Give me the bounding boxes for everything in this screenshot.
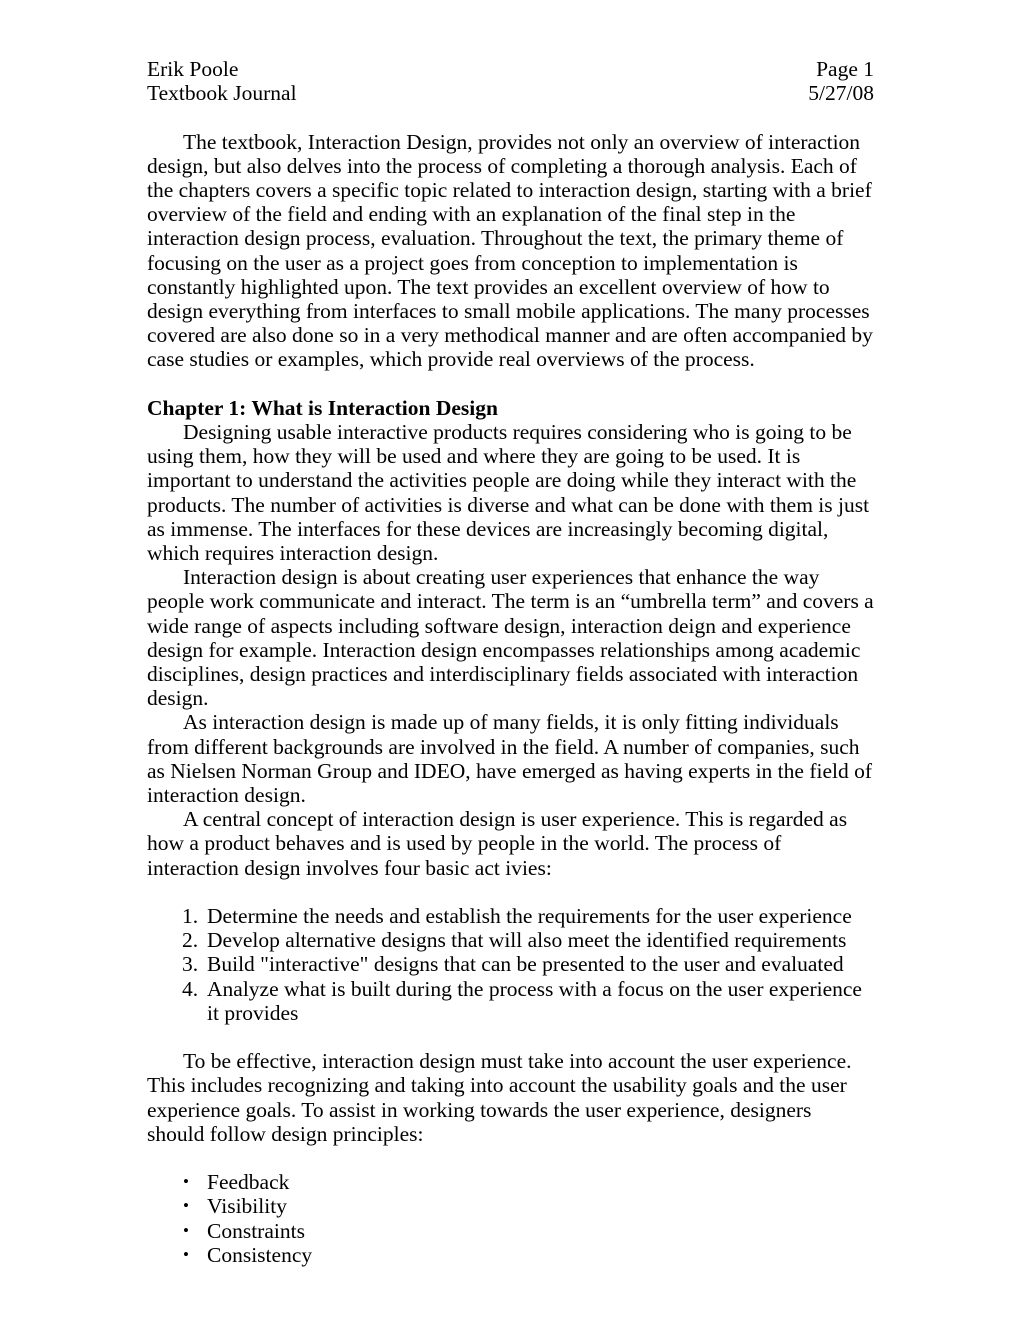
list-item — [147, 952, 874, 976]
spacer-after-header — [147, 105, 874, 129]
list-item — [147, 1243, 874, 1267]
spacer-before-closing-paragraph — [147, 1025, 874, 1049]
header-date: 5/27/08 — [808, 81, 874, 106]
chapter-heading: Chapter 1: What is Interaction Design — [147, 395, 498, 420]
bullet-icon: • — [183, 1172, 189, 1192]
closing-paragraph: To be effective, interaction design must take into account the user experience. This includes recognizing and taking into account the usability goals and the user experience goals. To assist in working towards the user experience, designers should follow design principles: — [147, 1049, 852, 1146]
header-page-number: Page 1 — [816, 57, 874, 81]
bullet-icon: • — [183, 1196, 189, 1216]
list-item — [147, 977, 874, 1025]
list-item-text: Analyze what is built during the process with a focus on the user experience it provides — [207, 976, 862, 1025]
list-item-text: Constraints — [207, 1218, 305, 1243]
spacer-before-bullet-list — [147, 1146, 874, 1170]
list-item-text: Determine the needs and establish the requirements for the user experience — [207, 904, 852, 929]
bullet-icon: • — [183, 1244, 189, 1264]
list-item-text: Develop alternative designs that will also meet the identified requirements — [207, 928, 847, 953]
bullet-icon: • — [183, 1220, 189, 1240]
header-document-title: Textbook Journal — [147, 81, 297, 106]
intro-paragraph: The textbook, Interaction Design, provides not only an overview of interaction design, but also delves into the process of completing a thorough analysis. Each of the chapters covers a specific topic related to interaction design, starting with a brief overview of the field and ending with an explanation of the final step in the interaction design process, evaluation. Throughout the text, the primary theme of focusing on the user as a project goes from conception to implementation is constantly highlighted upon. The text provides an excellent overview of how to design everything from interfaces to small mobile applications. The many processes covered are also done so in a very methodical manner and are often accompanied by case studies or examples, which provide real overviews of the process. — [147, 129, 873, 372]
page-content — [147, 57, 874, 1267]
paragraph-designing-usable-products: Designing usable interactive products requires considering who is going to be using them, how they will be used and where they are going to be used. It is important to understand the activities people are doing while they interact with the products. The number of activities is diverse and what can be done with them is just as immense. The interfaces for these devices are increasingly becoming digital, which requires interaction design. — [147, 420, 870, 566]
spacer-before-numbered-list — [147, 880, 874, 904]
list-marker: 1. — [182, 904, 199, 929]
list-item — [147, 1194, 874, 1218]
list-marker: 4. — [182, 976, 199, 1001]
list-item — [147, 928, 874, 952]
list-item-text: Visibility — [207, 1194, 287, 1219]
header-row-author — [147, 57, 874, 81]
document-body — [147, 130, 874, 1267]
header-author: Erik Poole — [147, 57, 239, 81]
paragraph-user-experience: A central concept of interaction design is user experience. This is regarded as how a product behaves and is used by people in the world. The process of interaction design involves four basic act ivies: — [147, 807, 848, 880]
header-row-title — [147, 81, 874, 105]
paragraph-interaction-design-definition: Interaction design is about creating user experiences that enhance the way people work communicate and interact. The term is an “umbrella term” and covers a wide range of aspects including software design, interaction deign and experience design for example. Interaction design encompasses relationships among academic disciplines, design practices and interdisciplinary fields associated with interaction design. — [147, 565, 874, 711]
list-marker: 2. — [182, 928, 199, 953]
list-item — [147, 1219, 874, 1243]
list-marker: 3. — [182, 952, 199, 977]
list-item — [147, 1170, 874, 1194]
list-item-text: Feedback — [207, 1170, 290, 1195]
list-item — [147, 904, 874, 928]
document-header — [147, 57, 874, 105]
paragraph-many-fields: As interaction design is made up of many fields, it is only fitting individuals from different backgrounds are involved in the field. A number of companies, such as Nielsen Norman Group and IDEO, have emerged as having experts in the field of interaction design. — [147, 710, 873, 808]
list-item-text: Consistency — [207, 1242, 313, 1267]
design-principles-bullet-list — [147, 1170, 874, 1267]
spacer-before-chapter — [147, 372, 874, 396]
list-item-text: Build "interactive" designs that can be presented to the user and evaluated — [207, 952, 844, 977]
activities-numbered-list — [147, 904, 874, 1025]
